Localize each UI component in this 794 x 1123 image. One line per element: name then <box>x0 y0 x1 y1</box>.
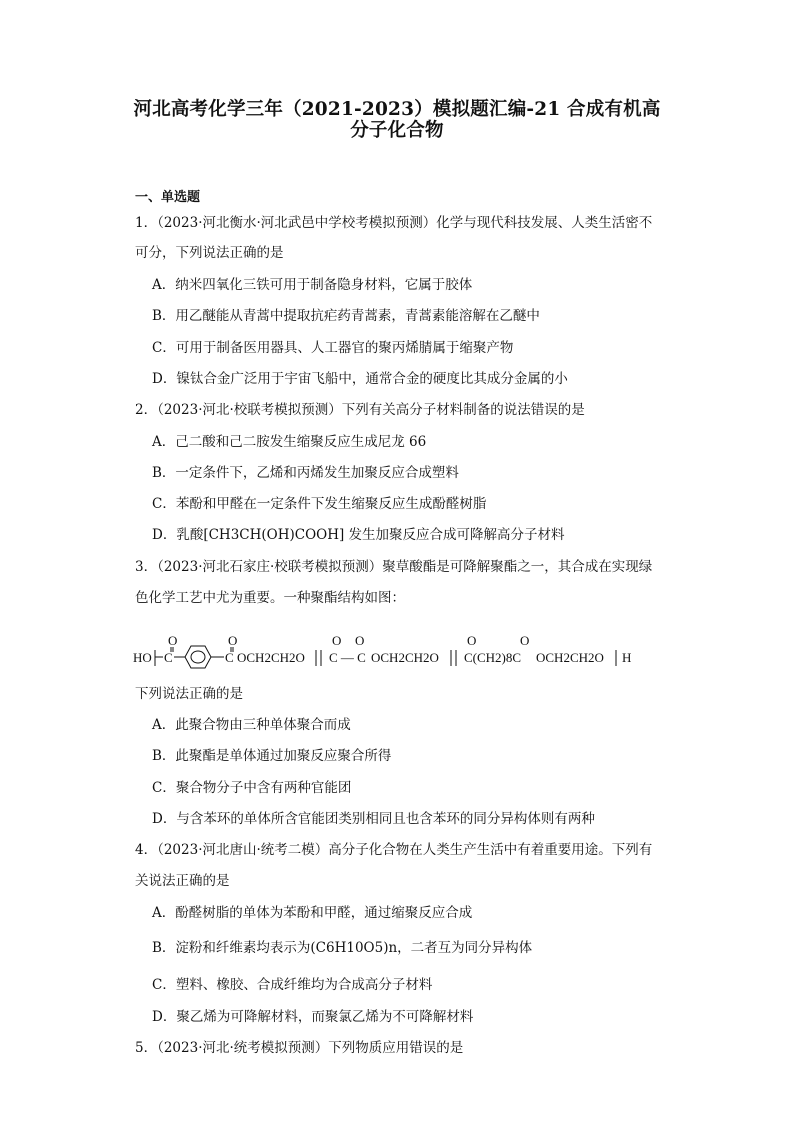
question-3-option-d: D．与含苯环的单体所含官能团类别相同且也含苯环的同分异构体则有两种 <box>152 811 595 827</box>
question-4-stem-line1: 4．（2023·河北唐山·统考二模）高分子化合物在人类生产生活中有着重要用途。下列有 <box>135 842 653 858</box>
benzene-ring-circle <box>191 651 205 663</box>
question-4-option-b: B．淀粉和纤维素均表示为(C6H10O5)n，二者互为同分异构体 <box>152 940 533 956</box>
formula-group <box>133 636 631 668</box>
question-1-option-c: C．可用于制备医用器具、人工器官的聚丙烯腈属于缩聚产物 <box>152 340 514 356</box>
formula-o6: O <box>520 636 530 648</box>
question-3-option-b: B．此聚酯是单体通过加聚反应聚合所得 <box>152 748 392 764</box>
question-4-option-d: D．聚乙烯为可降解材料，而聚氯乙烯为不可降解材料 <box>152 1009 474 1025</box>
formula-carbonyl-c2: C <box>225 650 234 665</box>
formula-o3: O <box>332 636 342 648</box>
formula-segment-5: OCH2CH2O <box>536 650 604 665</box>
formula-o2: O <box>228 636 238 648</box>
formula-o1: O <box>168 636 178 648</box>
formula-ho: HO <box>133 650 152 665</box>
question-1-option-a: A．纳米四氧化三铁可用于制备隐身材料，它属于胶体 <box>152 277 473 293</box>
formula-end-h: H <box>622 650 632 665</box>
question-3-stem-line2: 色化学工艺中尤为重要。一种聚酯结构如图： <box>135 590 405 606</box>
question-3-stem-line1: 3．（2023·河北石家庄·校联考模拟预测）聚草酸酯是可降解聚酯之一，其合成在实现绿 <box>135 559 653 575</box>
question-2-stem-line1: 2．（2023·河北·校联考模拟预测）下列有关高分子材料制备的说法错误的是 <box>135 402 585 418</box>
formula-o4: O <box>355 636 365 648</box>
question-3-option-c: C．聚合物分子中含有两种官能团 <box>152 780 352 796</box>
question-4-option-c: C．塑料、橡胶、合成纤维均为合成高分子材料 <box>152 977 433 993</box>
question-1-option-b: B．用乙醚能从青蒿中提取抗疟药青蒿素，青蒿素能溶解在乙醚中 <box>152 308 540 324</box>
question-3-stem-after: 下列说法正确的是 <box>135 686 243 702</box>
question-1-stem-line2: 可分，下列说法正确的是 <box>135 245 284 261</box>
formula-segment-3: OCH2CH2O <box>371 650 439 665</box>
section-heading: 一、单选题 <box>135 190 201 205</box>
formula-segment-4: C(CH2)8C <box>464 650 522 665</box>
formula-segment-1: OCH2CH2O <box>237 650 305 665</box>
document-title-line2: 分子化合物 <box>350 120 444 141</box>
question-2-option-a: A．己二酸和己二胺发生缩聚反应生成尼龙 66 <box>152 434 427 450</box>
question-3-option-a: A．此聚合物由三种单体聚合而成 <box>152 717 351 733</box>
formula-segment-2: C — C <box>329 650 366 665</box>
formula-carbonyl-c1: C <box>164 650 173 665</box>
question-1-stem-line1: 1．（2023·河北衡水·河北武邑中学校考模拟预测）化学与现代科技发展、人类生活密不 <box>135 215 653 231</box>
question-5-stem-line1: 5．（2023·河北·统考模拟预测）下列物质应用错误的是 <box>135 1040 464 1056</box>
question-4-option-a: A．酚醛树脂的单体为苯酚和甲醛，通过缩聚反应合成 <box>152 905 473 921</box>
document-title-line1: 河北高考化学三年（2021-2023）模拟题汇编-21 合成有机高 <box>133 99 661 120</box>
polyester-structure-formula <box>133 636 653 672</box>
question-2-option-d: D．乳酸[CH3CH(OH)COOH] 发生加聚反应合成可降解高分子材料 <box>152 527 565 543</box>
question-4-stem-line2: 关说法正确的是 <box>135 873 230 889</box>
benzene-ring-icon <box>185 646 211 668</box>
question-1-option-d: D．镍钛合金广泛用于宇宙飞船中，通常合金的硬度比其成分金属的小 <box>152 371 568 387</box>
formula-o5: O <box>467 636 477 648</box>
question-2-option-c: C．苯酚和甲醛在一定条件下发生缩聚反应生成酚醛树脂 <box>152 496 487 512</box>
question-2-option-b: B．一定条件下，乙烯和丙烯发生加聚反应合成塑料 <box>152 465 459 481</box>
